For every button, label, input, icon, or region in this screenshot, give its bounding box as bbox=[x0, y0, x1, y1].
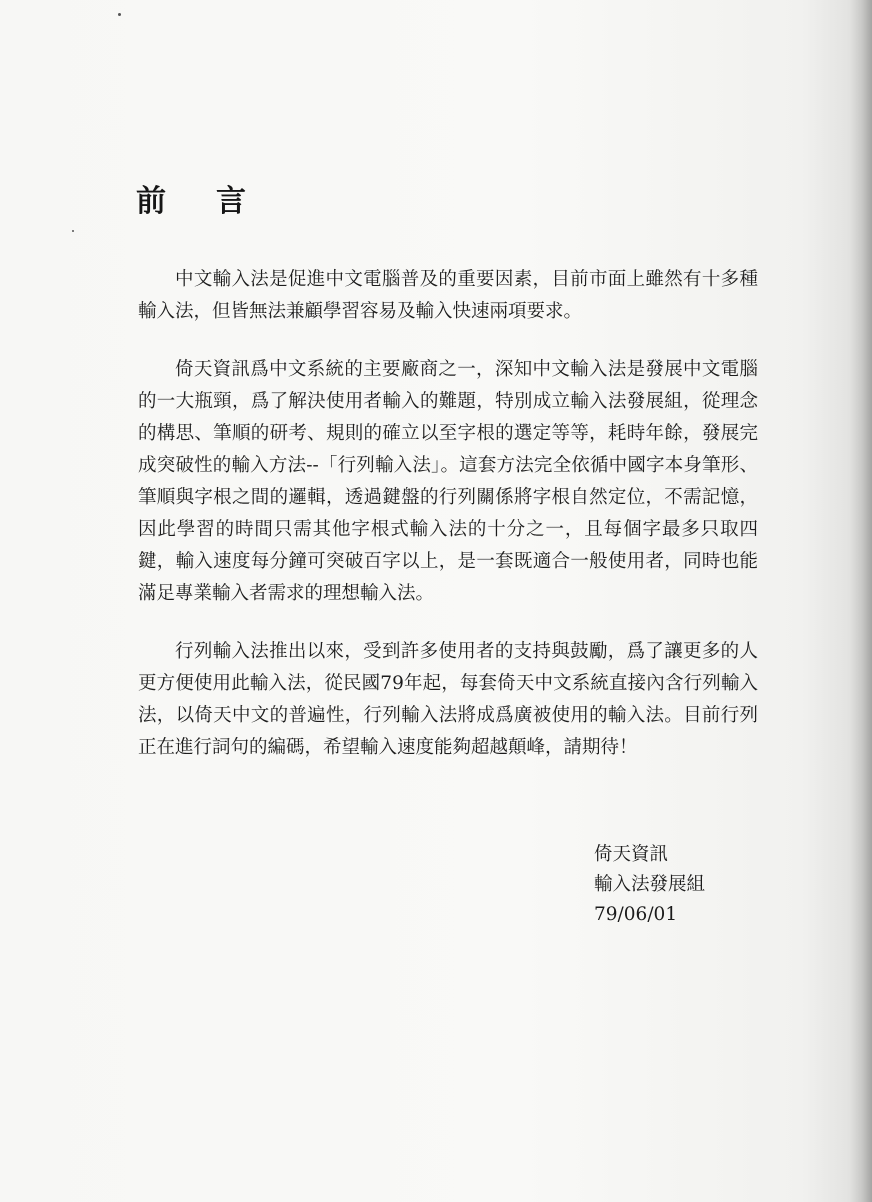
signature-date: 79/06/01 bbox=[594, 904, 678, 925]
paper-speck bbox=[72, 230, 74, 232]
paragraph-3: 行列輸入法推出以來，受到許多使用者的支持與鼓勵，爲了讓更多的人更方便使用此輸入法，從民國79年起，每套倚天中文系統直接內含行列輸入法，以倚天中文的普遍性，行列輸入法將成爲廣被使用的輸入法。目前行列正在進行詞句的編碼，希望輸入速度能夠超越顛峰，請期待！ bbox=[138, 641, 758, 758]
signature-company: 倚天資訊 bbox=[594, 844, 669, 865]
page-title: 前言 bbox=[136, 184, 296, 219]
signature-block bbox=[594, 840, 705, 930]
paper-speck bbox=[118, 13, 121, 16]
body-text bbox=[138, 264, 758, 790]
paragraph-1: 中文輸入法是促進中文電腦普及的重要因素，目前市面上雖然有十多種輸入法，但皆無法兼顧學習容易及輸入快速兩項要求。 bbox=[138, 269, 758, 322]
page-edge-shadow bbox=[850, 0, 872, 1202]
paragraph-2: 倚天資訊爲中文系統的主要廠商之一，深知中文輸入法是發展中文電腦的一大瓶頸，爲了解決使用者輸入的難題，特別成立輸入法發展組，從理念的構思、筆順的研考、規則的確立以至字根的選定等等，耗時年餘，發展完成突破性的輸入方法--「行列輸入法」。這套方法完全依循中國字本身筆形、筆順與字根之間的邏輯，透過鍵盤的行列關係將字根自然定位，不需記憶，因此學習的時間只需其他字根式輸入法的十分之一，且每個字最多只取四鍵，輸入速度每分鐘可突破百字以上，是一套既適合一般使用者，同時也能滿足專業輸入者需求的理想輸入法。 bbox=[138, 359, 758, 604]
signature-department: 輸入法發展組 bbox=[594, 874, 706, 895]
